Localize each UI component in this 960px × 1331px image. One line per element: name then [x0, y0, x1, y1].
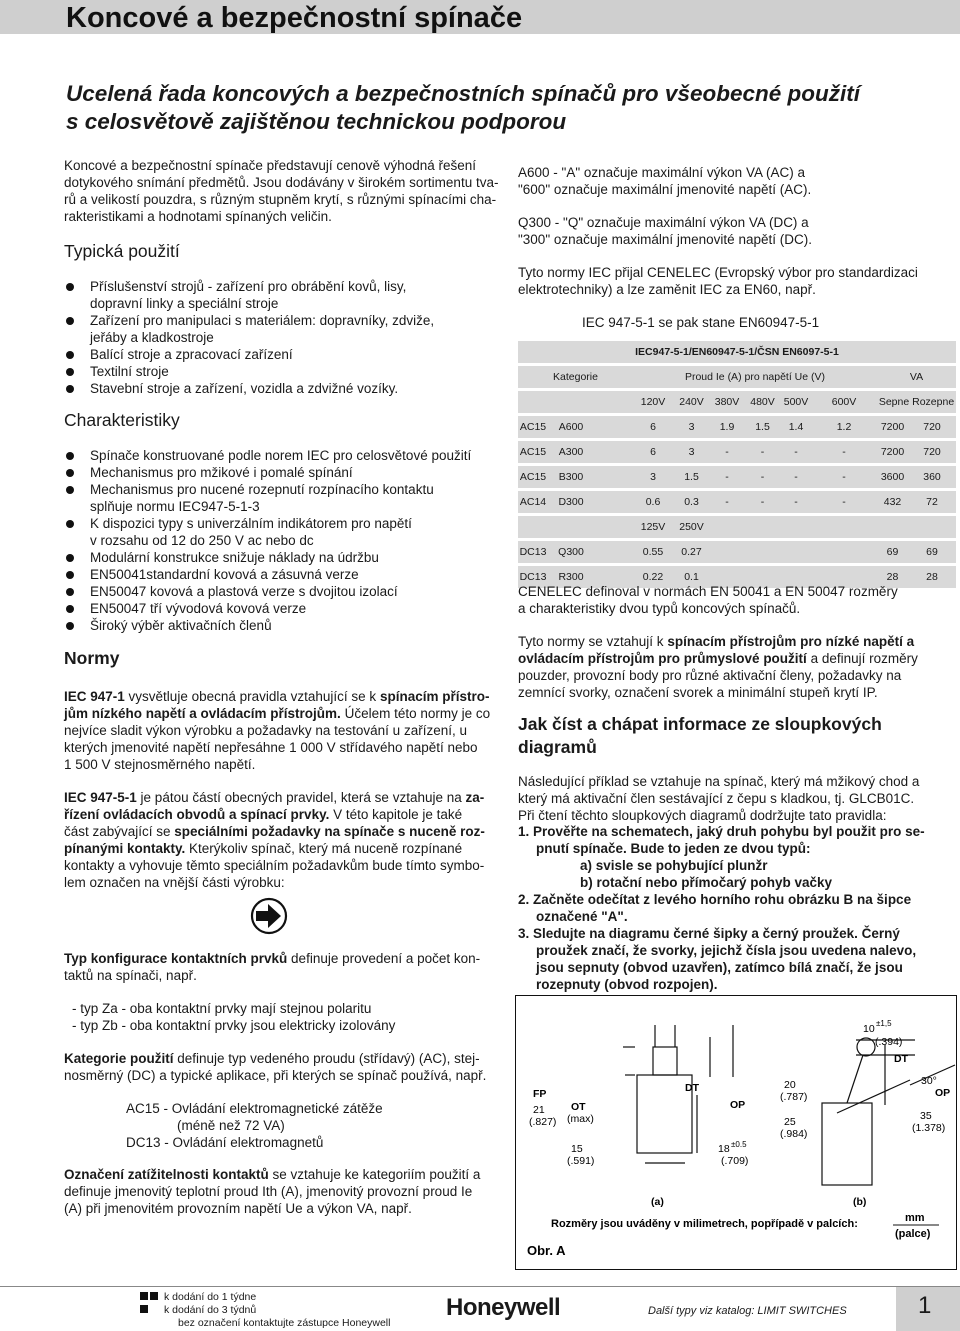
table-row: AC15 A300 6 3 - - - - 7200 720 — [518, 441, 956, 463]
table-title-row: IEC947-5-1/EN60947-5-1/ČSN EN6097-5-1 — [518, 341, 956, 363]
list-item: K dispozici typy s univerzálním indikátorem pro napětí v rozsahu od 12 do 250 V ac nebo dc — [64, 515, 504, 549]
list-item: Mechanismus pro mžikové i pomalé spínání — [64, 464, 504, 481]
svg-text:(.787): (.787) — [780, 1091, 808, 1103]
table-voltage-row: 120V 240V 380V 480V 500V 600V Sepne Rozepne — [518, 391, 956, 413]
svg-text:35: 35 — [920, 1110, 932, 1122]
table-row: AC15 B300 3 1.5 - - - - 3600 360 — [518, 466, 956, 488]
q300-note: Q300 - "Q" označuje maximální výkon VA (DC) a "300" označuje maximální jmenovité napětí (DC). — [518, 215, 812, 247]
list-item: Zařízení pro manipulaci s materiálem: dopravníky, zdviže, jeřáby a kladkostroje — [64, 312, 504, 346]
honeywell-logo: Honeywell — [446, 1294, 561, 1321]
howto-steps: 1. Prověřte na schematech, jaký druh pohybu byl použit pro se- pnutí spínače. Bude to jeden ze dvou typů: a) svisle se pohybující plunžr b) rotační nebo přímočarý pohyb vačky 2. Začněte odečítat z levého horního rohu obrázku B na šipce označené "A". 3. Sledujte na diagramu černé šipky a černý proužek. Černý proužek značí, že svorky, jejichž čísla jsou uvedena nalevo, jsou sepnuty (obvod uzavřen), zatímco bílá značí, že jsou rozepnuty (obvod rozpojen). — [518, 824, 925, 992]
svg-text:OP: OP — [935, 1087, 951, 1099]
figure-a-dimension-drawing — [515, 995, 957, 1270]
characteristics-list — [64, 447, 504, 634]
svg-text:18: 18 — [718, 1143, 730, 1155]
svg-text:(.827): (.827) — [529, 1116, 557, 1128]
svg-text:Rozměry jsou uváděny v milimet: Rozměry jsou uváděny v milimetrech, popřípadě v palcích: — [551, 1218, 858, 1230]
svg-text:(.591): (.591) — [567, 1155, 595, 1167]
contact-config-paragraph: Typ konfigurace kontaktních prvků definuje provedení a počet kon- taktů na spínači, např. — [64, 951, 481, 983]
svg-text:(.394): (.394) — [875, 1036, 903, 1048]
positive-opening-symbol-icon — [250, 897, 288, 935]
svg-text:DT: DT — [894, 1053, 908, 1065]
list-item: Spínače konstruované podle norem IEC pro celosvětové použití — [64, 447, 504, 464]
page-number: 1 — [918, 1292, 932, 1319]
svg-text:Obr. A: Obr. A — [527, 1243, 566, 1258]
svg-text:(a): (a) — [651, 1196, 664, 1208]
svg-text:(1.378): (1.378) — [912, 1122, 946, 1134]
list-item: Mechanismus pro nucené rozepnutí rozpínacího kontaktu splňuje normu IEC947-5-1-3 — [64, 481, 504, 515]
norm-scope-paragraph: Tyto normy se vztahují k spínacím přístrojům pro nízké napětí a ovládacím přístrojům pro průmyslové použití a definují rozměry pouzder, provozní body pro různé aktivační členy, požadavky na zemnící svorky, označení svorek a minimální stupeň krytí IP. — [518, 634, 918, 700]
cenelec-paragraph: Tyto normy IEC přijal CENELEC (Evropský výbor pro standardizaci elektrotechniky) a lze zaměnit IEC za EN60, např. — [518, 265, 918, 297]
list-item: EN50047 kovová a plastová verze s dvojitou izolací — [64, 583, 504, 600]
howto-heading: Jak číst a chápat informace ze sloupkových diagramů — [518, 714, 882, 757]
list-item: Stavební stroje a zařízení, vozidla a zdvižné vozíky. — [64, 380, 504, 397]
load-marking-paragraph: Označení zatížitelnosti kontaktů se vztahuje ke kategoriím použití a definuje jmenovitý teplotní proud Ith (A), jmenovitý provozní proud Ie (A) při jmenovitém provozním napětí Ue a výkon VA, např. — [64, 1167, 481, 1216]
typical-uses-heading: Typická použití — [64, 241, 180, 261]
norm-iec947-5-1-paragraph: IEC 947-5-1 je pátou částí obecných pravidel, která se vztahuje na za- řízení ovládacích obvodů a spínací prvky. V této kapitole je také část zabývající se speciálními požadavky na spínače s nuceně roz- pínanými kontakty. Kterýkoliv spínač, který má nuceně rozpínané kontakty a vyhovuje těmto speciálním požadavkům bude tímto symbo- lem označen na vnější části výrobku: — [64, 790, 485, 890]
intro-paragraph: Koncové a bezpečnostní spínače představují cenově výhodná řešení dotykového snímání předmětů. Jsou dodávány v širokém sortimentu tva- rů a velikostí pouzdra, s různým stupněm krytí, s různými spínacími cha- rakteristikami a hodnotami spínaných veličin. — [64, 158, 499, 224]
contact-types: - typ Za - oba kontaktní prvky mají stejnou polaritu - typ Zb - oba kontaktní prvky jsou elektricky izolovány — [72, 1001, 396, 1033]
howto-intro: Následující příklad se vztahuje na spínač, který má mžikový chod a který má aktivační člen sestávající z čepu s kladkou, tj. GLCB01C. Při čtení těchto sloupkových diagramů dodržujte tato pravidla: — [518, 774, 920, 823]
svg-text:±1,5: ±1,5 — [876, 1019, 892, 1028]
table-row: DC13 R300 0.22 0.1 28 28 — [518, 566, 956, 588]
switch-b-drawing — [822, 1038, 955, 1185]
switch-a-drawing — [623, 1025, 733, 1163]
cenelec-dimensions-paragraph: CENELEC definoval v normách EN 50041 a EN 50047 rozměry a charakteristiky dvou typů koncových spínačů. — [518, 584, 898, 616]
list-item: Balící stroje a zpracovací zařízení — [64, 346, 504, 363]
svg-text:(.709): (.709) — [721, 1155, 749, 1167]
category-examples: AC15 - Ovládání elektromagnetické zátěže (méně než 72 VA) DC13 - Ovládání elektromagnetů — [126, 1101, 383, 1150]
svg-text:10: 10 — [863, 1023, 875, 1035]
svg-text:OP: OP — [730, 1099, 746, 1111]
list-item: Příslušenství strojů - zařízení pro obrábění kovů, lisy, dopravní linky a speciální stroje — [64, 278, 504, 312]
availability-legend: k dodání do 1 týdne k dodání do 3 týdnů bez označení kontaktujte zástupce Honeywell — [140, 1291, 390, 1330]
svg-text:30°: 30° — [921, 1075, 937, 1087]
norm-iec947-1-paragraph: IEC 947-1 vysvětluje obecná pravidla vztahující se k spínacím přístro- jům nízkého napětí a ovládacím přístrojům. Účelem této normy je co nejvíce sladit výkon výrobku a požadavky na testování u zařízení, u kterých jmenovité napětí nepřesáhne 1 000 V střídavého napětí nebo 1 500 V stejnosměrného napětí. — [64, 689, 491, 772]
footer-divider — [0, 1286, 960, 1287]
svg-text:25: 25 — [784, 1116, 796, 1128]
usage-category-paragraph: Kategorie použití definuje typ vedeného proudu (střídavý) (AC), stej- nosměrný (DC) a typické aplikace, při kterých se spínač používá, např. — [64, 1051, 487, 1083]
svg-text:(max): (max) — [567, 1113, 594, 1125]
svg-text:OT: OT — [571, 1101, 586, 1113]
list-item: Široký výběr aktivačních členů — [64, 617, 504, 634]
svg-text:(b): (b) — [853, 1196, 867, 1208]
svg-text:±0.5: ±0.5 — [731, 1140, 747, 1149]
list-item: Modulární konstrukce snižuje náklady na údržbu — [64, 549, 504, 566]
table-header-row: Kategorie Proud Ie (A) pro napětí Ue (V) VA — [518, 366, 956, 388]
page-subtitle: Ucelená řada koncových a bezpečnostních spínačů pro všeobecné použití s celosvětově zajištěnou technickou podporou — [66, 81, 860, 134]
svg-text:21: 21 — [533, 1104, 545, 1116]
table-dc-voltage-row: 125V 250V — [518, 516, 956, 538]
svg-text:DT: DT — [685, 1082, 699, 1094]
characteristics-heading: Charakteristiky — [64, 410, 180, 430]
svg-text:FP: FP — [533, 1088, 547, 1100]
list-item: EN50047 tří vývodová kovová verze — [64, 600, 504, 617]
list-item: EN50041standardní kovová a zásuvná verze — [64, 566, 504, 583]
table-row: AC14 D300 0.6 0.3 - - - - 432 72 — [518, 491, 956, 513]
svg-text:mm: mm — [905, 1212, 925, 1224]
list-item: Textilní stroje — [64, 363, 504, 380]
table-row: DC13 Q300 0.55 0.27 69 69 — [518, 541, 956, 563]
iec-rating-table — [518, 341, 956, 588]
svg-text:(palce): (palce) — [895, 1228, 931, 1240]
page-title: Koncové a bezpečnostní spínače — [66, 2, 523, 34]
svg-text:15: 15 — [571, 1143, 583, 1155]
catalog-note: Další typy viz katalog: LIMIT SWITCHES — [648, 1305, 847, 1317]
iec-equivalence: IEC 947-5-1 se pak stane EN60947-5-1 — [582, 315, 820, 330]
norms-heading: Normy — [64, 648, 120, 668]
table-row: AC15 A600 6 3 1.9 1.5 1.4 1.2 7200 720 — [518, 416, 956, 438]
svg-text:20: 20 — [784, 1079, 796, 1091]
typical-uses-list — [64, 278, 504, 397]
svg-text:(.984): (.984) — [780, 1128, 808, 1140]
a600-note: A600 - "A" označuje maximální výkon VA (AC) a "600" označuje maximální jmenovité napětí (AC). — [518, 165, 812, 197]
